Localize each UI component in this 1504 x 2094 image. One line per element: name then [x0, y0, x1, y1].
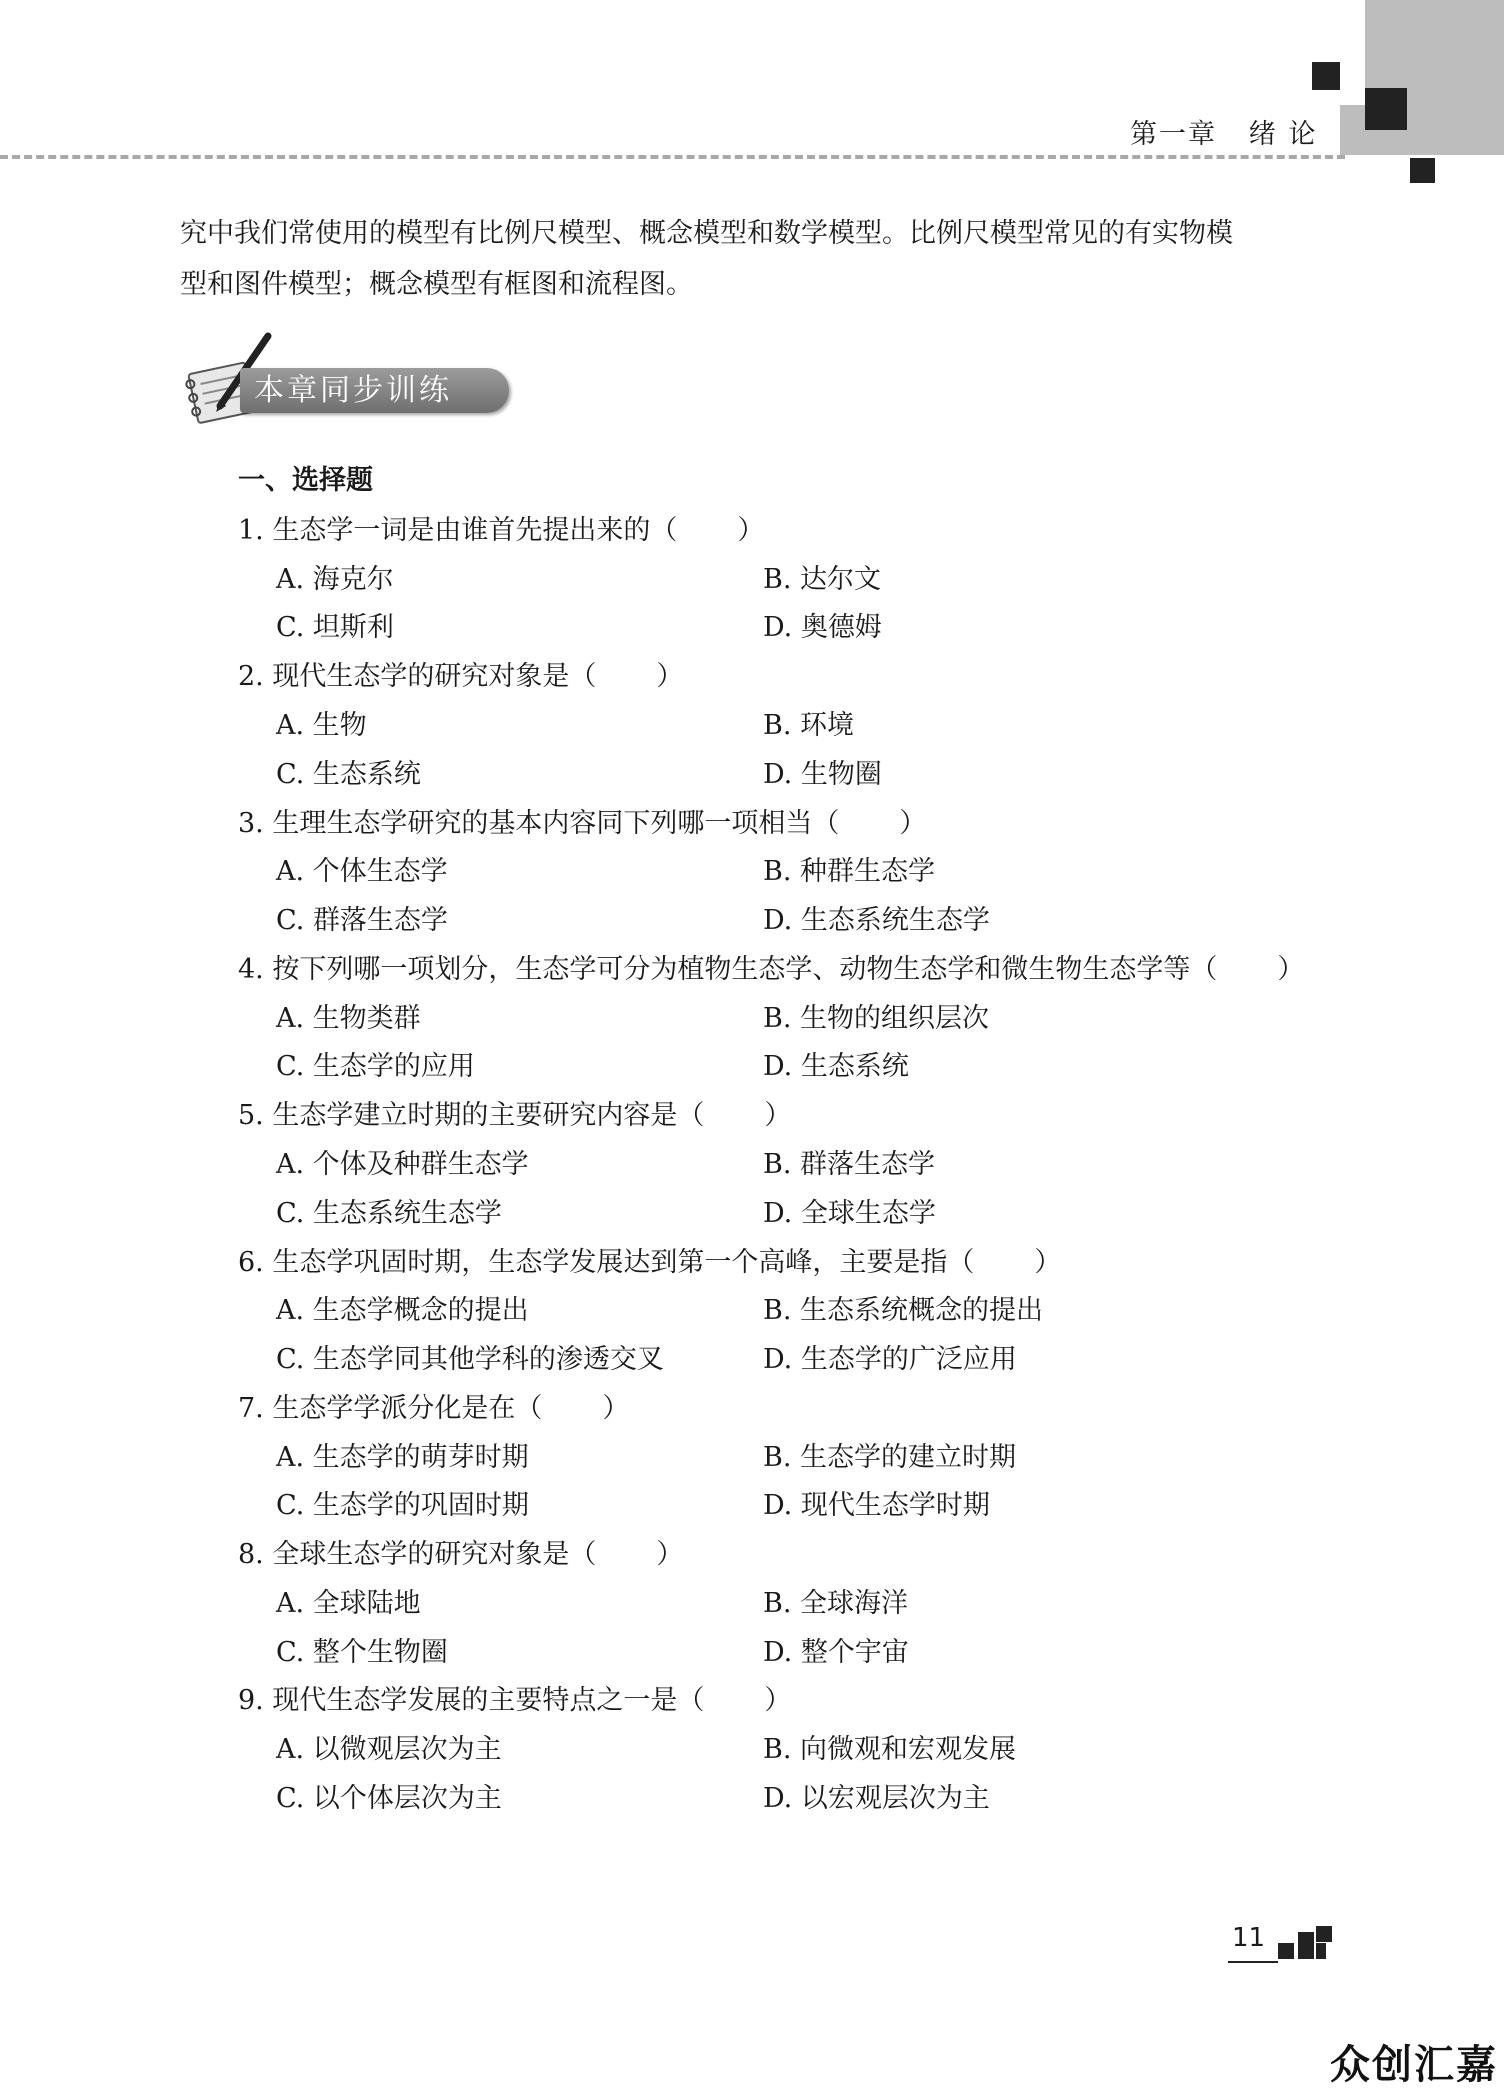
intro-paragraph	[180, 208, 1340, 310]
answer-option[interactable]: A. 以微观层次为主	[276, 1734, 502, 1766]
section-title: 一、选择题	[238, 465, 373, 496]
answer-option[interactable]: A. 生态学的萌芽时期	[276, 1441, 529, 1473]
question-stem: 8. 全球生态学的研究对象是（ ）	[238, 1539, 684, 1571]
header-black-square	[1410, 158, 1435, 183]
answer-option[interactable]: C. 生态学的应用	[276, 1051, 475, 1083]
answer-option[interactable]: D. 生态系统	[763, 1051, 909, 1083]
answer-option[interactable]: C. 生态学的巩固时期	[276, 1490, 529, 1522]
footer-square	[1298, 1932, 1314, 1959]
answer-option[interactable]: A. 个体生态学	[276, 856, 448, 888]
page-number: 11	[1232, 1923, 1266, 1953]
intro-line: 型和图件模型；概念模型有框图和流程图。	[180, 269, 693, 300]
answer-option[interactable]: C. 群落生态学	[276, 905, 448, 936]
answer-option[interactable]: B. 全球海洋	[763, 1587, 909, 1619]
chapter-title: 第一章 绪 论	[1130, 119, 1318, 150]
header-grey-block	[1365, 0, 1504, 155]
answer-option[interactable]: B. 环境	[763, 710, 855, 741]
answer-option[interactable]: D. 整个宇宙	[763, 1636, 909, 1668]
answer-option[interactable]: A. 生物	[276, 710, 367, 741]
answer-option[interactable]: C. 以个体层次为主	[276, 1782, 502, 1814]
answer-option[interactable]: C. 坦斯利	[276, 612, 394, 644]
header-black-square	[1312, 62, 1340, 90]
answer-option[interactable]: D. 生态学的广泛应用	[763, 1343, 1017, 1375]
answer-option[interactable]: D. 奥德姆	[763, 612, 882, 644]
watermark: 众创汇嘉	[1330, 2042, 1498, 2088]
answer-option[interactable]: D. 全球生态学	[763, 1197, 936, 1229]
answer-option[interactable]: A. 全球陆地	[276, 1587, 421, 1619]
intro-line: 究中我们常使用的模型有比例尺模型、概念模型和数学模型。比例尺模型常见的有实物模	[180, 218, 1233, 249]
answer-option[interactable]: B. 向微观和宏观发展	[763, 1734, 1017, 1766]
footer-square	[1278, 1943, 1294, 1959]
section-banner-label: 本章同步训练	[240, 368, 509, 413]
answer-option[interactable]: C. 生态系统生态学	[276, 1197, 502, 1229]
answer-option[interactable]: D. 生物圈	[763, 758, 882, 790]
page-number-rule	[1228, 1961, 1278, 1963]
answer-option[interactable]: D. 生态系统生态学	[763, 905, 990, 936]
question-stem: 3. 生理生态学研究的基本内容同下列哪一项相当（ ）	[238, 807, 927, 839]
header-grey-block	[1340, 105, 1365, 155]
header-dashed-rule	[0, 155, 1345, 159]
answer-option[interactable]: B. 生态系统概念的提出	[763, 1295, 1044, 1327]
answer-option[interactable]: D. 现代生态学时期	[763, 1490, 990, 1522]
question-stem: 9. 现代生态学发展的主要特点之一是（ ）	[238, 1685, 792, 1717]
question-stem: 1. 生态学一词是由谁首先提出来的（ ）	[238, 515, 765, 546]
section-banner	[180, 328, 510, 428]
question-stem: 7. 生态学学派分化是在（ ）	[238, 1392, 630, 1424]
answer-option[interactable]: A. 海克尔	[276, 563, 394, 595]
question-stem: 5. 生态学建立时期的主要研究内容是（ ）	[238, 1100, 792, 1132]
answer-option[interactable]: A. 生物类群	[276, 1002, 421, 1034]
question-stem: 4. 按下列哪一项划分，生态学可分为植物生态学、动物生态学和微生物生态学等（ ）	[238, 953, 1305, 985]
answer-option[interactable]: B. 生物的组织层次	[763, 1002, 990, 1034]
footer-square	[1316, 1943, 1326, 1959]
question-stem: 6. 生态学巩固时期，生态学发展达到第一个高峰，主要是指（ ）	[238, 1246, 1062, 1278]
answer-option[interactable]: A. 生态学概念的提出	[276, 1295, 529, 1327]
answer-option[interactable]: C. 生态学同其他学科的渗透交叉	[276, 1343, 664, 1375]
footer-square	[1316, 1926, 1332, 1942]
answer-option[interactable]: C. 整个生物圈	[276, 1636, 448, 1668]
answer-option[interactable]: C. 生态系统	[276, 758, 421, 790]
question-stem: 2. 现代生态学的研究对象是（ ）	[238, 661, 684, 693]
answer-option[interactable]: B. 种群生态学	[763, 856, 936, 888]
header-black-square	[1365, 88, 1407, 130]
answer-option[interactable]: D. 以宏观层次为主	[763, 1782, 990, 1814]
answer-option[interactable]: B. 达尔文	[763, 563, 882, 595]
answer-option[interactable]: B. 群落生态学	[763, 1148, 936, 1180]
answer-option[interactable]: B. 生态学的建立时期	[763, 1441, 1017, 1473]
answer-option[interactable]: A. 个体及种群生态学	[276, 1148, 529, 1180]
